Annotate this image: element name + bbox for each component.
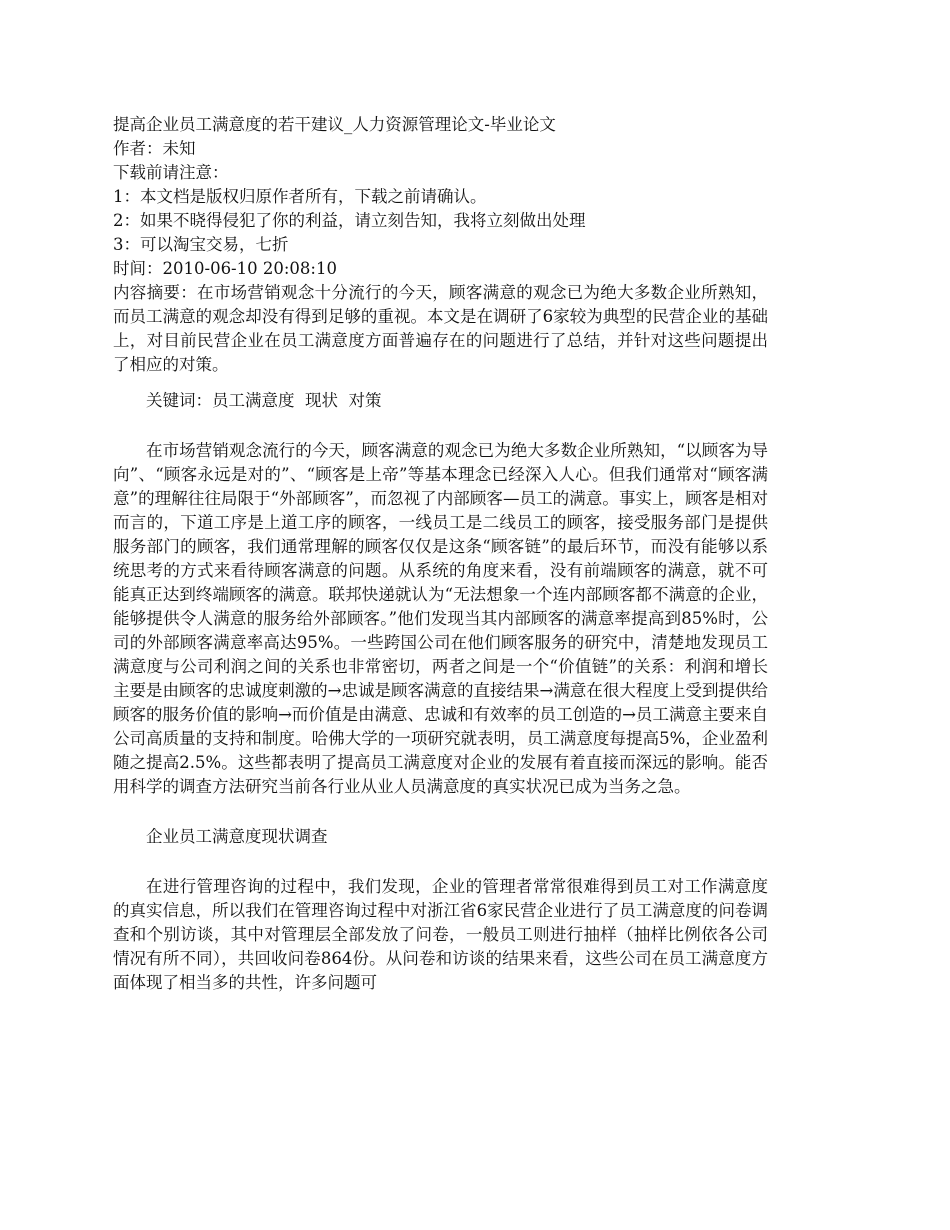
timestamp-line: 时间：2010-06-10 20:08:10: [113, 259, 337, 278]
spacer: [113, 377, 768, 389]
author-line: 作者：未知: [113, 139, 196, 158]
keywords-line: 关键词：员工满意度 现状 对策: [146, 391, 382, 410]
body-paragraph: 在进行管理咨询的过程中，我们发现，企业的管理者常常很难得到员工对工作满意度的真实信息，所以我们在管理咨询过程中对浙江省6家民营企业进行了员工满意度的问卷调查和个别访谈，其中对管理层全部发放了问卷，一般员工则进行抽样（抽样比例依各公司情况有所不同），共回收问卷864份。从问卷和访谈的结果来看，这些公司在员工满意度方面体现了相当多的共性，许多问题可: [113, 877, 768, 992]
document-page: [113, 113, 768, 995]
notice-item-3: 3：可以淘宝交易，七折: [113, 235, 289, 254]
section-heading: 企业员工满意度现状调查: [146, 827, 328, 846]
notice-heading: 下载前请注意：: [113, 163, 229, 182]
body-paragraph: 在市场营销观念流行的今天，顾客满意的观念已为绝大多数企业所熟知，“以顾客为导向”、“顾客永远是对的”、“顾客是上帝”等基本理念已经深入人心。但我们通常对“顾客满意”的理解往往局限于“外部顾客”，而忽视了内部顾客—员工的满意。事实上，顾客是相对而言的，下道工序是上道工序的顾客，一线员工是二线员工的顾客，接受服务部门是提供服务部门的顾客，我们通常理解的顾客仅仅是这条“顾客链”的最后环节，而没有能够以系统思考的方式来看待顾客满意的问题。从系统的角度来看，没有前端顾客的满意，就不可能真正达到终端顾客的满意。联邦快递就认为“无法想象一个连内部顾客都不满意的企业，能够提供令人满意的服务给外部顾客。”他们发现当其内部顾客的满意率提高到85%时，公司的外部顾客满意率高达95%。一些跨国公司在他们顾客服务的研究中，清楚地发现员工满意度与公司利润之间的关系也非常密切，两者之间是一个“价值链”的关系：利润和增长主要是由顾客的忠诚度刺激的→忠诚是顾客满意的直接结果→满意在很大程度上受到提供给顾客的服务价值的影响→而价值是由满意、忠诚和有效率的员工创造的→员工满意主要来自公司高质量的支持和制度。哈佛大学的一项研究就表明，员工满意度每提高5%，企业盈利随之提高2.5%。这些都表明了提高员工满意度对企业的发展有着直接而深远的影响。能否用科学的调查方法研究当前各行业从业人员满意度的真实状况已成为当务之急。: [113, 441, 768, 796]
notice-item-2: 2：如果不晓得侵犯了你的利益，请立刻告知，我将立刻做出处理: [113, 211, 586, 230]
spacer: [113, 799, 768, 825]
spacer: [113, 849, 768, 875]
spacer: [113, 413, 768, 439]
abstract-paragraph: 内容摘要：在市场营销观念十分流行的今天，顾客满意的观念已为绝大多数企业所熟知，而员工满意的观念却没有得到足够的重视。本文是在调研了6家较为典型的民营企业的基础上，对目前民营企业在员工满意度方面普遍存在的问题进行了总结，并针对这些问题提出了相应的对策。: [113, 283, 768, 374]
document-title: 提高企业员工满意度的若干建议_人力资源管理论文-毕业论文: [113, 115, 556, 134]
notice-item-1: 1：本文档是版权归原作者所有，下载之前请确认。: [113, 187, 487, 206]
